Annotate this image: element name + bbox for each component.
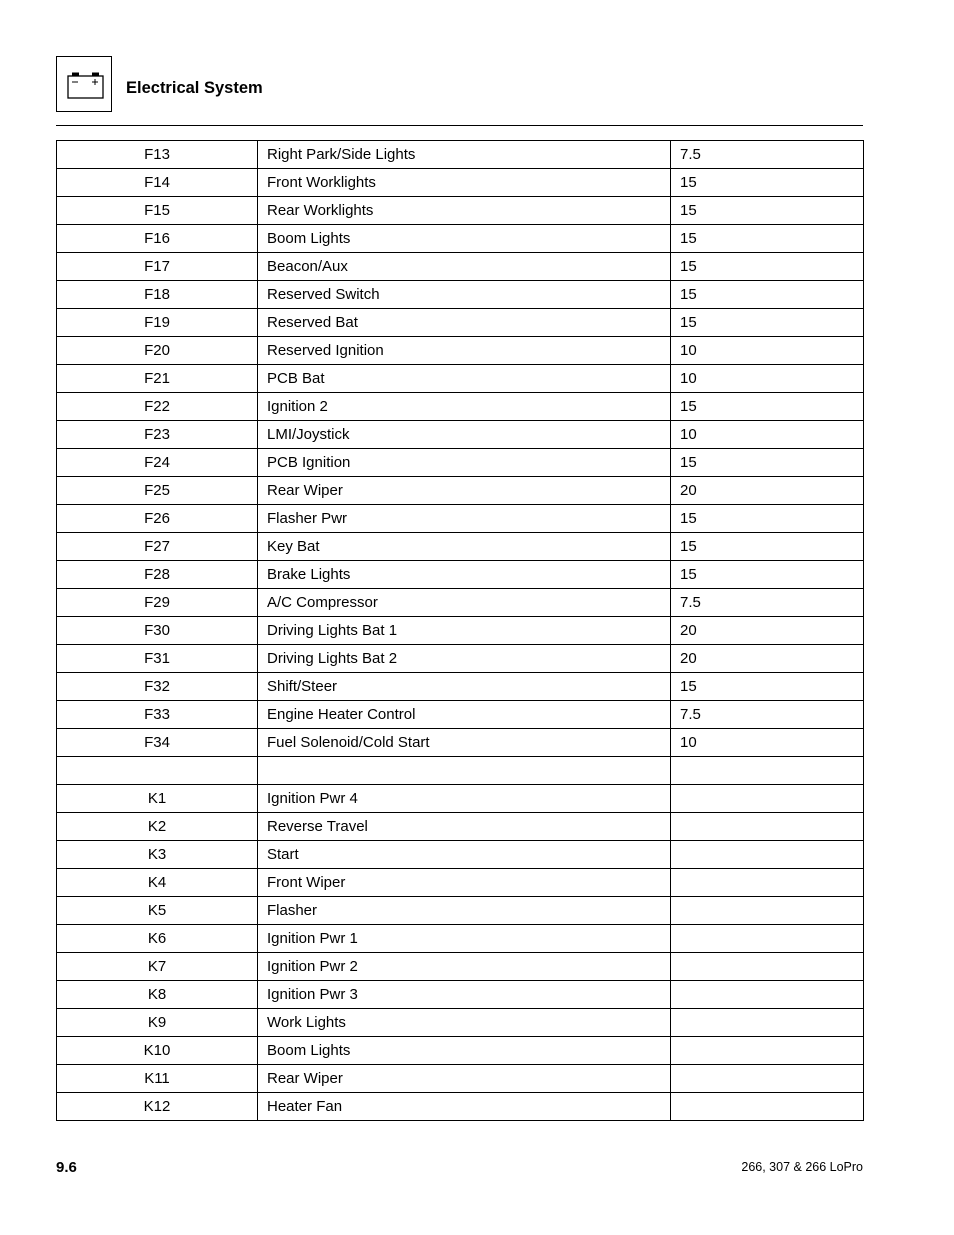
component-id-cell: F25	[57, 477, 258, 505]
description-cell: Driving Lights Bat 2	[258, 645, 671, 673]
table-row	[57, 869, 864, 897]
component-id-cell: K5	[57, 897, 258, 925]
description-cell: Key Bat	[258, 533, 671, 561]
component-id-cell: K7	[57, 953, 258, 981]
description-cell: Rear Wiper	[258, 477, 671, 505]
component-id-cell: F23	[57, 421, 258, 449]
table-row	[57, 477, 864, 505]
description-cell: Front Worklights	[258, 169, 671, 197]
rating-cell: 15	[671, 169, 864, 197]
rating-cell	[671, 785, 864, 813]
rating-cell: 15	[671, 281, 864, 309]
rating-cell	[671, 841, 864, 869]
rating-cell: 15	[671, 225, 864, 253]
component-id-cell: K2	[57, 813, 258, 841]
table-row	[57, 141, 864, 169]
description-cell: Beacon/Aux	[258, 253, 671, 281]
component-id-cell: K9	[57, 1009, 258, 1037]
rating-cell: 15	[671, 505, 864, 533]
component-id-cell: F21	[57, 365, 258, 393]
rating-cell: 20	[671, 617, 864, 645]
description-cell	[258, 757, 671, 785]
description-cell: Ignition Pwr 1	[258, 925, 671, 953]
rating-cell: 10	[671, 337, 864, 365]
rating-cell: 15	[671, 673, 864, 701]
component-id-cell	[57, 757, 258, 785]
component-id-cell: K11	[57, 1065, 258, 1093]
rating-cell	[671, 1065, 864, 1093]
rating-cell	[671, 1093, 864, 1121]
component-id-cell: F14	[57, 169, 258, 197]
description-cell: Ignition Pwr 2	[258, 953, 671, 981]
table-row	[57, 729, 864, 757]
description-cell: PCB Bat	[258, 365, 671, 393]
rating-cell: 15	[671, 309, 864, 337]
table-row	[57, 645, 864, 673]
rating-cell: 15	[671, 561, 864, 589]
description-cell: Ignition Pwr 4	[258, 785, 671, 813]
description-cell: Start	[258, 841, 671, 869]
table-row	[57, 757, 864, 785]
table-row	[57, 309, 864, 337]
rating-cell: 15	[671, 197, 864, 225]
table-row	[57, 841, 864, 869]
rating-cell	[671, 1037, 864, 1065]
description-cell: Rear Worklights	[258, 197, 671, 225]
description-cell: A/C Compressor	[258, 589, 671, 617]
table-row	[57, 505, 864, 533]
description-cell: LMI/Joystick	[258, 421, 671, 449]
table-row	[57, 813, 864, 841]
section-title: Electrical System	[126, 79, 263, 97]
component-id-cell: K1	[57, 785, 258, 813]
description-cell: Reserved Ignition	[258, 337, 671, 365]
rating-cell	[671, 757, 864, 785]
table-row	[57, 1037, 864, 1065]
component-id-cell: F13	[57, 141, 258, 169]
description-cell: Right Park/Side Lights	[258, 141, 671, 169]
description-cell: Brake Lights	[258, 561, 671, 589]
table-row	[57, 897, 864, 925]
description-cell: Rear Wiper	[258, 1065, 671, 1093]
description-cell: Heater Fan	[258, 1093, 671, 1121]
description-cell: Reserved Bat	[258, 309, 671, 337]
component-id-cell: F33	[57, 701, 258, 729]
table-row	[57, 365, 864, 393]
component-id-cell: F19	[57, 309, 258, 337]
table-row	[57, 393, 864, 421]
table-row	[57, 225, 864, 253]
component-id-cell: F18	[57, 281, 258, 309]
description-cell: Reserved Switch	[258, 281, 671, 309]
rating-cell	[671, 897, 864, 925]
table-row	[57, 785, 864, 813]
description-cell: Flasher Pwr	[258, 505, 671, 533]
rating-cell: 7.5	[671, 589, 864, 617]
component-id-cell: F22	[57, 393, 258, 421]
rating-cell	[671, 869, 864, 897]
description-cell: PCB Ignition	[258, 449, 671, 477]
component-id-cell: F28	[57, 561, 258, 589]
component-id-cell: K8	[57, 981, 258, 1009]
rating-cell: 20	[671, 477, 864, 505]
table-row	[57, 337, 864, 365]
rating-cell: 10	[671, 365, 864, 393]
rating-cell	[671, 953, 864, 981]
table-row	[57, 617, 864, 645]
table-row	[57, 449, 864, 477]
rating-cell	[671, 813, 864, 841]
section-icon-box	[56, 56, 112, 112]
description-cell: Shift/Steer	[258, 673, 671, 701]
description-cell: Flasher	[258, 897, 671, 925]
header-divider	[56, 125, 863, 126]
rating-cell: 20	[671, 645, 864, 673]
description-cell: Ignition Pwr 3	[258, 981, 671, 1009]
component-id-cell: K10	[57, 1037, 258, 1065]
description-cell: Engine Heater Control	[258, 701, 671, 729]
rating-cell: 15	[671, 253, 864, 281]
page-number: 9.6	[56, 1159, 77, 1176]
component-id-cell: F16	[57, 225, 258, 253]
rating-cell	[671, 981, 864, 1009]
rating-cell: 10	[671, 421, 864, 449]
component-id-cell: K6	[57, 925, 258, 953]
description-cell: Work Lights	[258, 1009, 671, 1037]
rating-cell: 7.5	[671, 701, 864, 729]
rating-cell	[671, 1009, 864, 1037]
component-id-cell: F30	[57, 617, 258, 645]
component-id-cell: K12	[57, 1093, 258, 1121]
fuse-relay-table	[56, 140, 864, 1121]
rating-cell: 15	[671, 533, 864, 561]
rating-cell: 10	[671, 729, 864, 757]
description-cell: Ignition 2	[258, 393, 671, 421]
rating-cell: 15	[671, 449, 864, 477]
rating-cell: 15	[671, 393, 864, 421]
component-id-cell: F34	[57, 729, 258, 757]
table-row	[57, 281, 864, 309]
component-id-cell: F20	[57, 337, 258, 365]
table-row	[57, 1065, 864, 1093]
table-row	[57, 561, 864, 589]
component-id-cell: F17	[57, 253, 258, 281]
description-cell: Front Wiper	[258, 869, 671, 897]
component-id-cell: F31	[57, 645, 258, 673]
table-row	[57, 953, 864, 981]
component-id-cell: F24	[57, 449, 258, 477]
component-id-cell: F26	[57, 505, 258, 533]
table-row	[57, 253, 864, 281]
rating-cell	[671, 925, 864, 953]
model-label: 266, 307 & 266 LoPro	[741, 1160, 863, 1174]
table-row	[57, 533, 864, 561]
table-row	[57, 589, 864, 617]
component-id-cell: F32	[57, 673, 258, 701]
table-row	[57, 925, 864, 953]
table-row	[57, 673, 864, 701]
component-id-cell: F29	[57, 589, 258, 617]
rating-cell: 7.5	[671, 141, 864, 169]
description-cell: Boom Lights	[258, 225, 671, 253]
fuse-relay-table-body	[57, 141, 864, 1121]
component-id-cell: K3	[57, 841, 258, 869]
table-row	[57, 981, 864, 1009]
description-cell: Driving Lights Bat 1	[258, 617, 671, 645]
description-cell: Fuel Solenoid/Cold Start	[258, 729, 671, 757]
table-row	[57, 169, 864, 197]
table-row	[57, 197, 864, 225]
component-id-cell: K4	[57, 869, 258, 897]
table-row	[57, 421, 864, 449]
table-row	[57, 1009, 864, 1037]
table-row	[57, 1093, 864, 1121]
description-cell: Boom Lights	[258, 1037, 671, 1065]
battery-icon	[57, 57, 113, 113]
component-id-cell: F27	[57, 533, 258, 561]
description-cell: Reverse Travel	[258, 813, 671, 841]
table-row	[57, 701, 864, 729]
component-id-cell: F15	[57, 197, 258, 225]
